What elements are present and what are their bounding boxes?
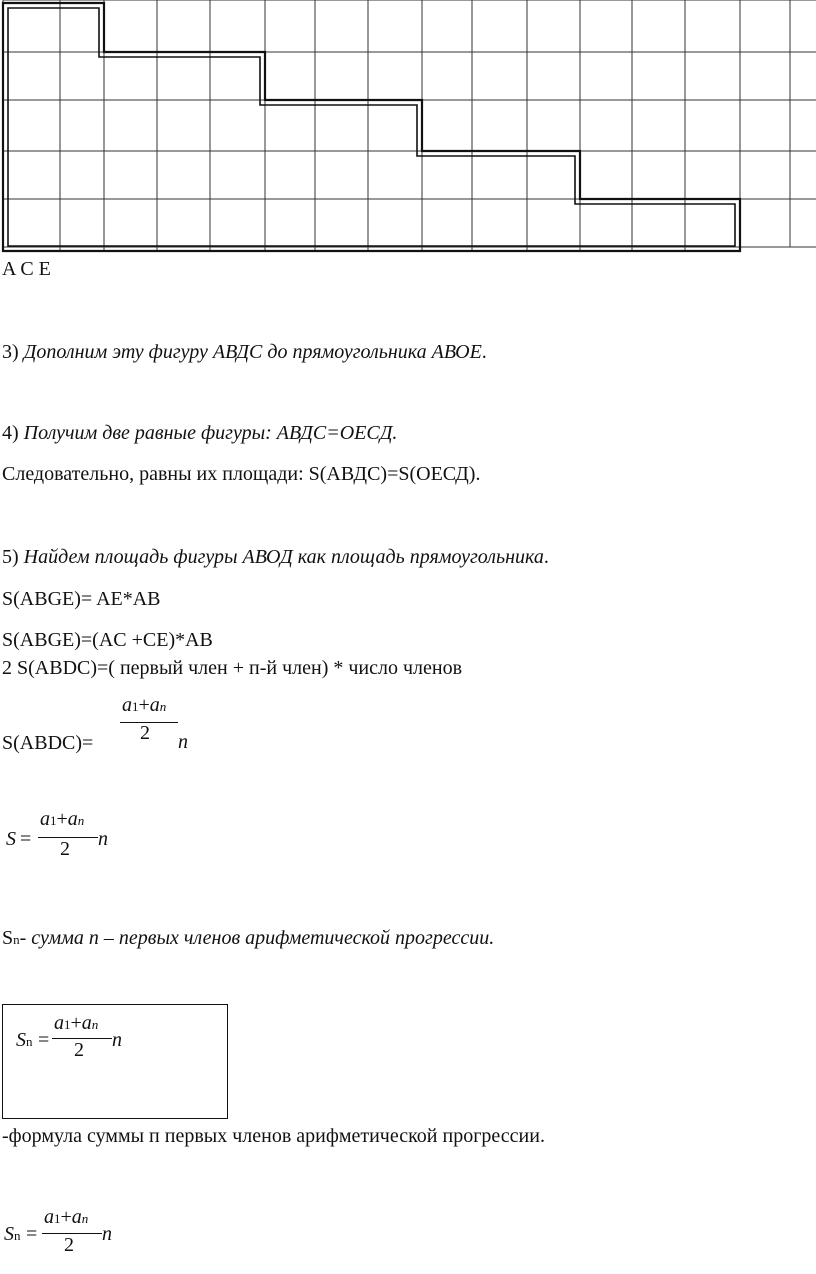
step-5 — [2, 545, 549, 569]
step-5-number: 5) — [2, 546, 19, 568]
grid-lines — [3, 0, 816, 251]
staircase-outline-outer — [3, 3, 740, 251]
step-3-end: . — [481, 341, 487, 363]
formula-sum-final: Sn = a1+an 2 n — [4, 1206, 112, 1256]
equation-2: S(ABGE)=(AC +CE)*AB — [2, 629, 213, 651]
formula-sum-1: S = a1+an 2 n — [6, 808, 108, 860]
step-4-text: Получим две равные фигуры: АВДС=ОЕСД. — [23, 422, 398, 444]
step-3 — [2, 340, 487, 364]
fraction-1: a1+an 2 n — [122, 694, 188, 753]
formula-sum-boxed: Sn = a1+an 2 n — [16, 1012, 122, 1061]
step-3-number: 3) — [2, 341, 19, 363]
step-4 — [2, 421, 397, 445]
step-4-number: 4) — [2, 422, 19, 444]
figure-labels: A C E — [2, 258, 51, 280]
equation-4-prefix: S(ABDC)= — [2, 732, 94, 754]
equation-1: S(ABGE)= AE*AB — [2, 588, 161, 610]
step-5-text: Найдем площадь фигуры АВОД как площадь прямоугольника — [23, 546, 544, 568]
definition-line: Sn- сумма n – первых членов арифметической прогрессии. — [2, 927, 495, 949]
equation-3: 2 S(ABDC)=( первый член + п-й член) * число членов — [2, 657, 463, 679]
consequence-line: Следовательно, равны их площади: S(АВДС)=S(ОЕСД). — [2, 463, 481, 485]
step-3-text: Дополним эту фигуру АВДС до прямоугольника АВОЕ — [23, 341, 482, 363]
staircase-grid-figure — [0, 0, 816, 254]
box-caption: -формула суммы п первых членов арифметической прогрессии. — [2, 1125, 545, 1147]
staircase-outline-inner — [8, 8, 735, 246]
step-5-end: . — [543, 546, 549, 568]
